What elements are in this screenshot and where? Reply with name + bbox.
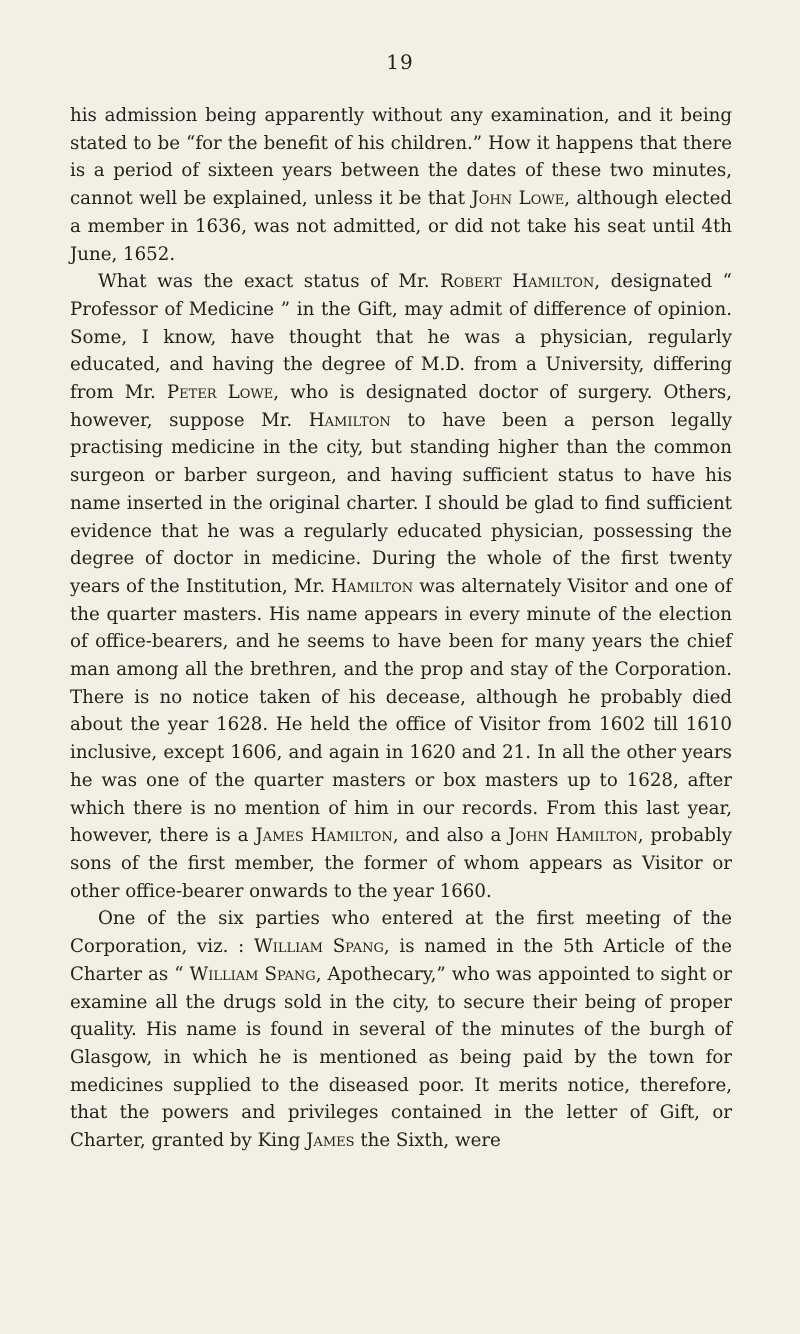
proper-name: William Spang	[254, 936, 384, 958]
text-run: , Apothecary,” who was appointed to sight or examine all the drugs sold in the city, to secure their being of proper quality. His name is found in several of the minutes of the burgh of Glasgow, in which he is mentioned as being paid by the town for medicines supplied to the diseased poor. It merits notice, therefore, that the powers and privileges contained in the letter of Gift, or Charter, granted by King	[70, 963, 732, 1152]
proper-name: Hamilton	[308, 409, 391, 431]
text-run: was alternately Visitor and one of the quarter masters. His name appears in every minute of the election of office-bearers, and he seems to have been for many years the chief man among all the brethren, and the prop and stay of the Corporation. There is no notice taken of his decease, although he probably died about the year 1628. He held the office of Visitor from 1602 till 1610 inclusive, except 1606, and again in 1620 and 21. In all the other years he was one of the quarter masters or box masters up to 1628, after which there is no mention of him in our records. From this last year, however, there is a	[70, 575, 732, 847]
proper-name: James Hamilton	[255, 825, 393, 847]
text-run: , is named in the 5th Article of the Charter as “	[70, 936, 732, 985]
text-run: One of the six parties who entered at the first meeting of the Corporation, viz. :	[70, 908, 732, 958]
proper-name: James	[306, 1130, 355, 1152]
proper-name: John Lowe	[471, 188, 565, 210]
text-run: , who is designated doctor of surgery. Others, however, suppose Mr.	[70, 382, 733, 431]
text-run: , probably sons of the first member, the former of whom appears as Visitor or other office-bearer onwards to the year 1660.	[70, 825, 732, 902]
text-run: , designated “ Professor of Medicine ” in the Gift, may admit of difference of opinion. Some, I know, have thought that he was a physician, regularly educated, and having the degree of M.D. from a University, differing from Mr.	[70, 271, 732, 404]
proper-name: William Spang	[189, 963, 316, 985]
text-run: , and also a	[392, 825, 509, 847]
proper-name: Peter Lowe	[166, 382, 274, 404]
body-text	[70, 102, 732, 1155]
proper-name: Hamilton	[331, 575, 414, 597]
text-run: What was the exact status of Mr.	[98, 271, 441, 293]
text-run: , although elected a member in 1636, was not admitted, or did not take his seat until 4th June, 1652.	[70, 188, 732, 265]
paragraph	[70, 905, 732, 1154]
paragraph	[70, 102, 732, 268]
proper-name: Robert Hamilton	[440, 271, 595, 293]
paragraph	[70, 268, 732, 905]
text-run: his admission being apparently without any examination, and it being stated to be “for the benefit of his children.” How it happens that there is a period of sixteen years between the dates of these two minutes, cannot well be explained, unless it be that	[70, 105, 732, 210]
page-number: 19	[386, 50, 414, 74]
text-run: to have been a person legally practising medicine in the city, but standing higher than the common surgeon or barber surgeon, and having sufficient status to have his name inserted in the original charter. I should be glad to find sufficient evidence that he was a regularly educated physician, possessing the degree of doctor in medicine. During the whole of the first twenty years of the Institution, Mr.	[70, 409, 732, 597]
text-run: the Sixth, were	[354, 1130, 501, 1152]
proper-name: John Hamilton	[508, 825, 638, 847]
